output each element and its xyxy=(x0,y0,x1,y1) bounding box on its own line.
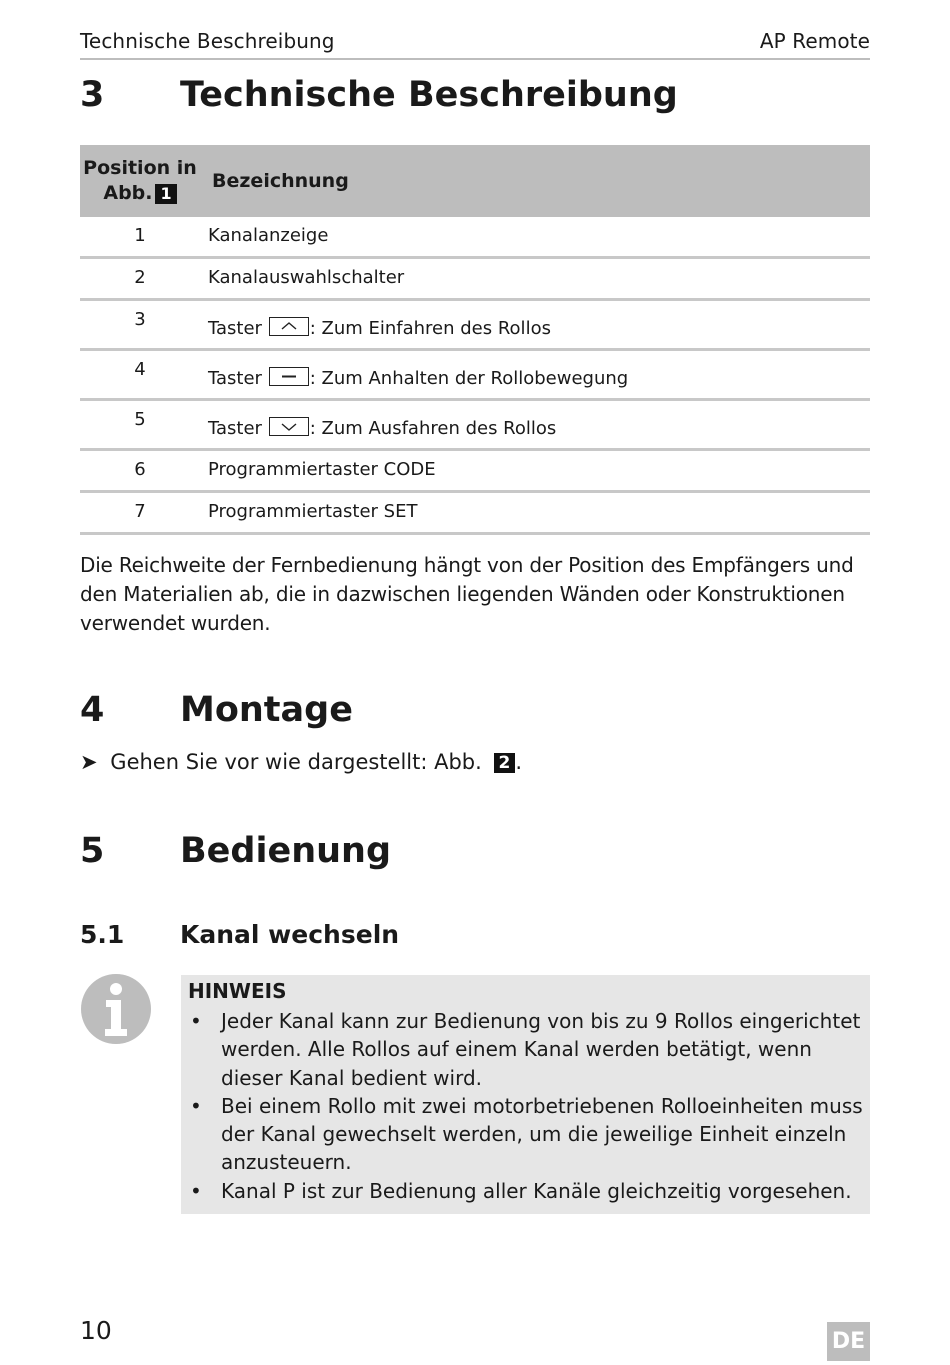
montage-step xyxy=(80,750,522,774)
row-position: 1 xyxy=(80,217,200,258)
note-title: HINWEIS xyxy=(188,979,287,1003)
row-description-text: Kanalanzeige xyxy=(208,225,329,246)
section-5-1-title: Kanal wechseln xyxy=(180,920,400,949)
row-description-suffix: : Zum Ausfahren des Rollos xyxy=(309,418,557,439)
chevron-up-key-icon xyxy=(269,317,309,336)
table-row xyxy=(80,300,870,350)
section-4-title: Montage xyxy=(180,690,353,730)
row-description-text: Programmiertaster CODE xyxy=(208,459,436,480)
row-position: 3 xyxy=(80,300,200,350)
list-item xyxy=(188,1092,863,1177)
chevron-down-key-icon xyxy=(269,417,309,436)
note-list xyxy=(188,1007,863,1205)
section-5-number: 5 xyxy=(80,831,105,871)
row-position: 4 xyxy=(80,350,200,400)
header-divider xyxy=(80,58,870,60)
row-position: 6 xyxy=(80,450,200,492)
list-item xyxy=(188,1007,863,1092)
row-description-text: Programmiertaster SET xyxy=(208,501,418,522)
table-row xyxy=(80,350,870,400)
section-4-number: 4 xyxy=(80,690,105,730)
row-description-suffix: : Zum Anhalten der Rollobewegung xyxy=(309,368,629,389)
row-description-text: Taster xyxy=(208,318,262,339)
bullet: • xyxy=(190,1009,202,1033)
range-paragraph: Die Reichweite der Fernbedienung hängt von der Position des Empfängers und den Materialien ab, die in dazwischen liegenden Wänden oder Konstruktionen verwendet wurden. xyxy=(80,553,854,635)
bullet: • xyxy=(190,1093,202,1118)
column-header-description: Bezeichnung xyxy=(200,145,870,217)
language-badge: DE xyxy=(827,1322,870,1361)
figure-badge: 1 xyxy=(155,184,176,204)
table-row xyxy=(80,217,870,258)
list-item-text: Kanal P ist zur Bedienung aller Kanäle gleichzeitig vorgesehen. xyxy=(221,1178,852,1203)
row-description-suffix: : Zum Einfahren des Rollos xyxy=(309,318,551,339)
row-position: 5 xyxy=(80,400,200,450)
row-description xyxy=(200,400,870,450)
table-header-row xyxy=(80,145,870,217)
minus-key-icon xyxy=(269,367,309,386)
section-3-number: 3 xyxy=(80,75,105,115)
step-text: Gehen Sie vor wie dargestellt: Abb. xyxy=(110,750,482,774)
section-5-1-number: 5.1 xyxy=(80,920,125,949)
info-icon xyxy=(80,973,152,1045)
row-description xyxy=(200,350,870,400)
step-end: . xyxy=(515,750,523,774)
column-header-position xyxy=(80,145,200,217)
row-description xyxy=(200,450,870,492)
component-table xyxy=(80,145,870,535)
section-5-title: Bedienung xyxy=(180,831,392,871)
table-row xyxy=(80,258,870,300)
row-description xyxy=(200,300,870,350)
row-description-text: Taster xyxy=(208,418,262,439)
page-number: 10 xyxy=(80,1316,112,1345)
table-row xyxy=(80,450,870,492)
section-3-title: Technische Beschreibung xyxy=(180,75,678,115)
row-description-text: Taster xyxy=(208,368,262,389)
row-description-text: Kanalauswahlschalter xyxy=(208,267,405,288)
list-item xyxy=(188,1177,863,1205)
row-description xyxy=(200,258,870,300)
table-row xyxy=(80,492,870,534)
arrow-icon: ➤ xyxy=(80,750,98,774)
figure-badge: 2 xyxy=(494,753,516,773)
running-header-left: Technische Beschreibung xyxy=(80,29,335,53)
column-header-position-line1: Position in xyxy=(83,157,197,179)
row-position: 7 xyxy=(80,492,200,534)
row-position: 2 xyxy=(80,258,200,300)
list-item-text: Jeder Kanal kann zur Bedienung von bis zu 9 Rollos eingerichtet werden. Alle Rollos auf einem Kanal werden betätigt, wenn dieser Kanal bedient wird. xyxy=(221,1009,861,1090)
list-item-text: Bei einem Rollo mit zwei motorbetriebenen Rolloeinheiten muss der Kanal gewechselt werden, um die jeweilige Einheit einzeln anzusteuern. xyxy=(221,1093,863,1175)
row-description xyxy=(200,492,870,534)
table-row xyxy=(80,400,870,450)
bullet: • xyxy=(190,1178,202,1203)
running-header-right: AP Remote xyxy=(759,29,870,53)
column-header-position-line2: Abb. xyxy=(103,182,153,204)
row-description xyxy=(200,217,870,258)
